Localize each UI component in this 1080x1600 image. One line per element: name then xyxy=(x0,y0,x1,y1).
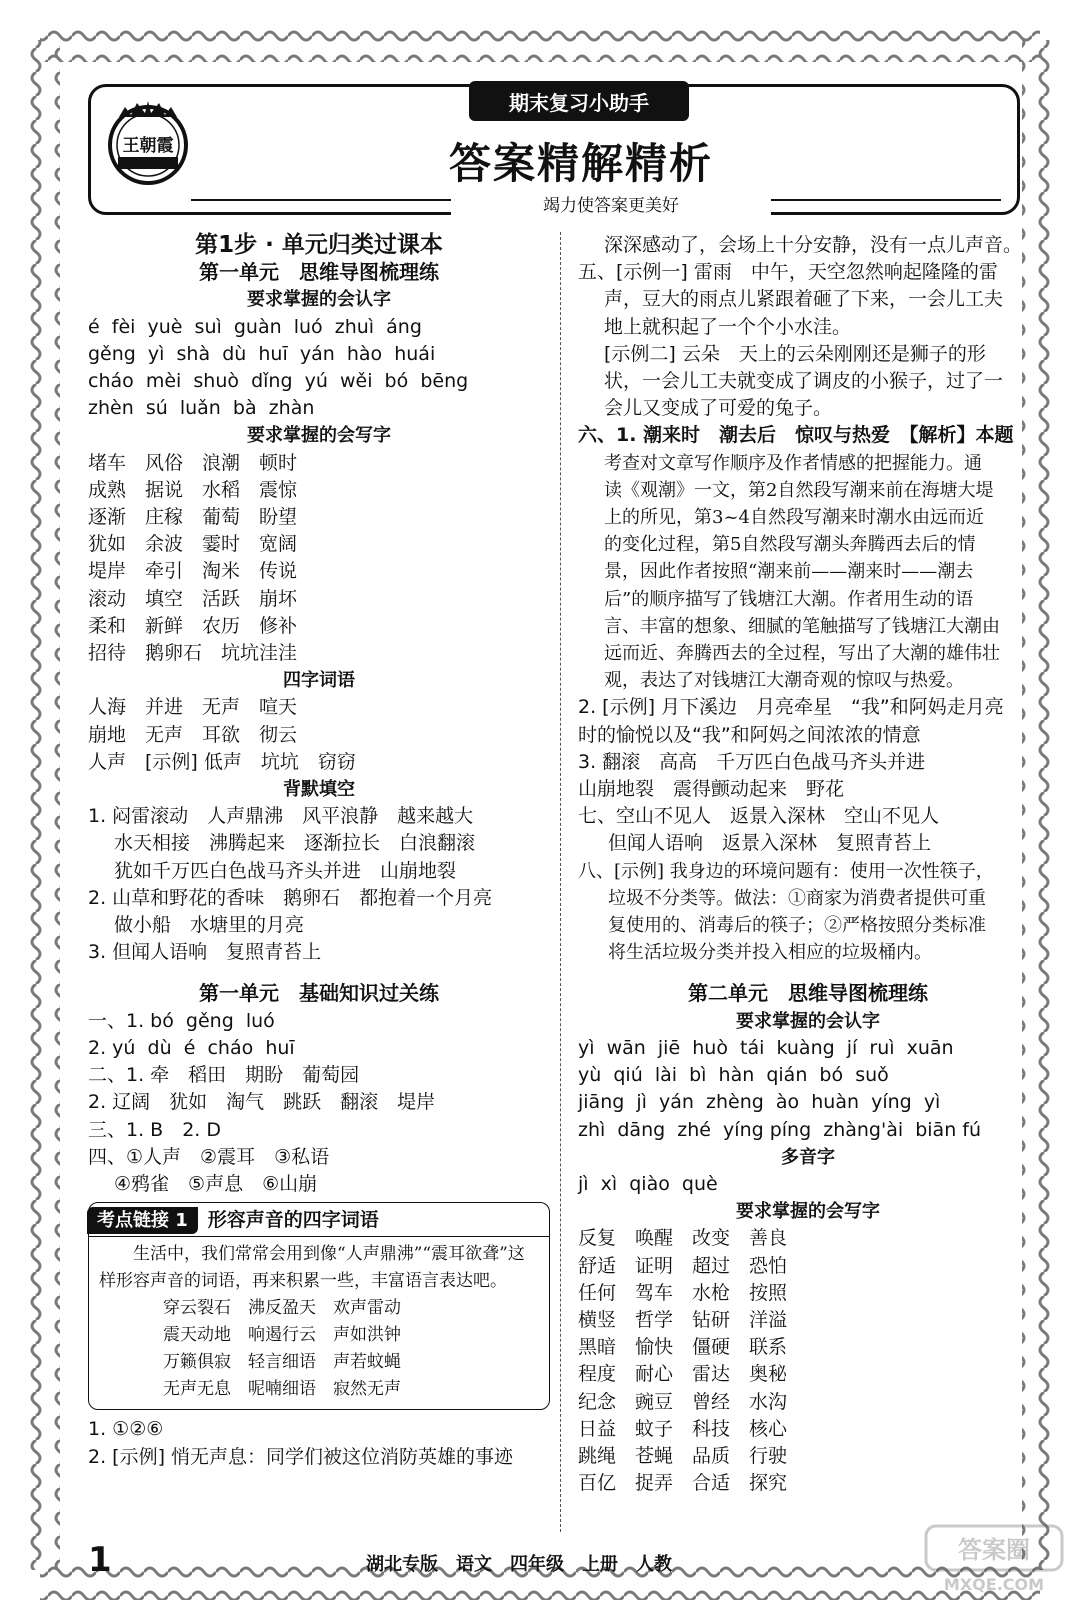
word-row: 程度 耐心 雷达 奥秘 xyxy=(578,1363,788,1386)
page-title: 答案精解精析 xyxy=(448,139,713,188)
pinyin-row: gěng yì shà dù huī yán hào huái xyxy=(88,342,436,365)
answer-row: 山崩地裂 震得颤动起来 野花 xyxy=(578,778,845,801)
answer-row: 七、空山不见人 返景入深林 空山不见人 xyxy=(578,805,940,828)
column-divider xyxy=(560,232,561,1532)
pinyin-row: jì xì qiào què xyxy=(578,1172,718,1195)
answer-row: 将生活垃圾分类并投入相应的垃圾桶内。 xyxy=(608,942,932,964)
answer-row: 一、1. bó gěng luó xyxy=(88,1009,275,1032)
answer-row: 2. 山草和野花的香味 鹅卵石 都抱着一个月亮 xyxy=(88,886,493,909)
analysis-row: 后”的顺序描写了钱塘江大潮。作者用生动的语 xyxy=(604,588,974,610)
answer-row: 犹如千万匹白色战马齐头并进 山崩地裂 xyxy=(114,859,457,882)
answer-row: 2. yú dù é cháo huī xyxy=(88,1036,295,1059)
answer-row: 八、[示例] 我身边的环境问题有：使用一次性筷子， xyxy=(578,860,994,882)
svg-text:王朝霞: 王朝霞 xyxy=(122,136,174,156)
section-heading: 第一单元 思维导图梳理练 xyxy=(199,260,439,285)
analysis-row: 观，表达了对钱塘江大潮奇观的惊叹与热爱。 xyxy=(604,670,964,692)
svg-text:MXQE.COM: MXQE.COM xyxy=(943,1575,1045,1594)
answer-row: 五、[示例一] 雷雨 中午，天空忽然响起隆隆的雷 xyxy=(578,261,998,284)
answer-row: 3. 但闻人语响 复照青苔上 xyxy=(88,941,322,964)
answer-row: 会儿又变成了可爱的兔子。 xyxy=(604,397,833,420)
knowledge-link-header xyxy=(89,1207,549,1237)
answer-header xyxy=(88,84,1020,215)
word-row: 成熟 据说 水稻 震惊 xyxy=(88,478,298,501)
word-row: 百亿 捉弄 合适 探究 xyxy=(578,1472,788,1495)
word-row: 反复 唤醒 改变 善良 xyxy=(578,1227,788,1250)
analysis-row: 言、丰富的想象、细腻的笔触描写了钱塘江大潮由 xyxy=(604,615,1000,637)
answer-row: 1. ①②⑥ xyxy=(88,1418,164,1441)
analysis-row: 的变化过程，第5自然段写潮头奔腾西去后的情 xyxy=(604,534,976,556)
word-row: 堤岸 牵引 淘米 传说 xyxy=(88,560,298,583)
answer-row: 三、1. B 2. D xyxy=(88,1118,222,1141)
pinyin-row: yì wān jiē huò tái kuàng jí ruì xuān xyxy=(578,1036,954,1059)
answer-row: 2. [示例] 月下溪边 月亮牵星 “我”和阿妈走月亮 xyxy=(578,696,1004,719)
idiom-row: 万籁俱寂 轻言细语 声若蚊蝇 xyxy=(163,1352,401,1373)
knowledge-link-box xyxy=(88,1202,550,1410)
word-row: 犹如 余波 霎时 宽阔 xyxy=(88,533,298,556)
word-row: 堵车 风俗 浪潮 顿时 xyxy=(88,451,298,474)
pinyin-row: cháo mèi shuò dǐng yú wěi bó bēng xyxy=(88,370,469,393)
word-row: 逐渐 庄稼 葡萄 盼望 xyxy=(88,506,298,529)
right-column xyxy=(578,232,1038,1497)
answer-row: [示例二] 云朵 天上的云朵刚刚还是狮子的形 xyxy=(604,342,986,365)
pinyin-row: zhèn sú luǎn bà zhàn xyxy=(88,397,315,420)
word-row: 崩地 无声 耳欲 彻云 xyxy=(88,723,298,746)
pinyin-row: yù qiú lài bì hàn qián bó suǒ xyxy=(578,1064,889,1087)
answer-row: 时的愉悦以及“我”和阿妈之间浓浓的情意 xyxy=(578,723,921,746)
answer-row: 二、1. 牵 稻田 期盼 葡萄园 xyxy=(88,1064,360,1087)
section-heading: 第二单元 思维导图梳理练 xyxy=(688,981,928,1006)
analysis-row: 读《观潮》一文，第2自然段写潮来前在海塘大堤 xyxy=(604,479,994,501)
word-row: 横竖 哲学 钻研 洋溢 xyxy=(578,1308,788,1331)
watermark-logo xyxy=(920,1520,1070,1596)
answer-row: 水天相接 沸腾起来 逐渐拉长 白浪翻滚 xyxy=(114,832,476,855)
analysis-row: 景，因此作者按照“潮来前——潮来时——潮去 xyxy=(604,561,974,583)
knowledge-link-text: 生活中，我们常常会用到像“人声鼎沸”“震耳欲聋”这样形容声音的词语，再来积累一些，丰富语言表达吧。 xyxy=(99,1244,525,1292)
answer-row: 做小船 水塘里的月亮 xyxy=(114,914,305,937)
answer-row: 声，豆大的雨点儿紧跟着砸了下来，一会儿工夫 xyxy=(604,288,1004,311)
sub-heading: 多音字 xyxy=(781,1146,835,1168)
word-row: 黑暗 愉快 僵硬 联系 xyxy=(578,1336,788,1359)
analysis-row: 上的所见，第3~4自然段写潮来时潮水由远而近 xyxy=(604,507,984,529)
edition-info: 湖北专版 语文 四年级 上册 人教 xyxy=(366,1554,672,1575)
sub-heading: 四字词语 xyxy=(283,670,355,692)
word-row: 舒适 证明 超过 恐怕 xyxy=(578,1254,788,1277)
word-row: 柔和 新鲜 农历 修补 xyxy=(88,614,298,637)
svg-text:答案圈: 答案圈 xyxy=(958,1536,1030,1564)
answer-row: 地上就积起了一个个小水洼。 xyxy=(604,315,852,338)
answer-row: 六、1. 潮来时 潮去后 惊叹与热爱 【解析】本题 xyxy=(578,424,1014,447)
knowledge-link-title: 形容声音的四字词语 xyxy=(207,1209,379,1232)
pinyin-row: jiāng jì yán zhèng ào huàn yíng yì xyxy=(578,1091,941,1114)
brand-logo xyxy=(105,99,191,185)
analysis-row: 远而近、奔腾西去的全过程，写出了大潮的雄伟壮 xyxy=(604,643,1000,665)
word-row: 纪念 豌豆 曾经 水沟 xyxy=(578,1390,788,1413)
section-heading: 第一单元 基础知识过关练 xyxy=(199,981,439,1006)
answer-row: 1. 闷雷滚动 人声鼎沸 风平浪静 越来越大 xyxy=(88,805,474,828)
page-number: 1 xyxy=(88,1540,112,1580)
pinyin-row: é fèi yuè suì guàn luó zhuì áng xyxy=(88,315,422,338)
answer-row: 2. [示例] 悄无声息：同学们被这位消防英雄的事迹 xyxy=(88,1445,514,1468)
answer-row: 深深感动了，会场上十分安静，没有一点儿声音。 xyxy=(604,234,1023,256)
sub-heading: 要求掌握的会认字 xyxy=(736,1010,880,1032)
word-row: 招待 鹅卵石 坑坑洼洼 xyxy=(88,642,298,665)
answer-row: 但闻人语响 返景入深林 复照青苔上 xyxy=(608,832,932,855)
idiom-row: 震天动地 响遏行云 声如洪钟 xyxy=(163,1325,401,1346)
answer-row: 2. 辽阔 犹如 淘气 跳跃 翻滚 堤岸 xyxy=(88,1091,436,1114)
knowledge-link-badge: 考点链接 1 xyxy=(87,1207,198,1234)
answer-row: 状，一会儿工夫就变成了调皮的小猴子，过了一 xyxy=(604,370,1004,393)
header-motto: 竭力使答案更美好 xyxy=(451,191,771,216)
header-tag: 期末复习小助手 xyxy=(469,81,689,121)
answer-row: 垃圾不分类等。做法：①商家为消费者提供可重 xyxy=(608,887,986,909)
word-row: 任何 驾车 水枪 按照 xyxy=(578,1281,788,1304)
word-row: 日益 蚊子 科技 核心 xyxy=(578,1417,788,1440)
step-title: 第1步 · 单元归类过课本 xyxy=(195,232,443,258)
answer-row: 3. 翻滚 高高 千万匹白色战马齐头并进 xyxy=(578,750,926,773)
sub-heading: 要求掌握的会认字 xyxy=(247,289,391,311)
pinyin-row: zhì dāng zhé yíng píng zhàng'ài biān fú xyxy=(578,1118,982,1141)
answer-row: 复使用的、消毒后的筷子；②严格按照分类标准 xyxy=(608,915,986,937)
word-row: 跳绳 苍蝇 品质 行驶 xyxy=(578,1444,788,1467)
word-row: 人声 [示例] 低声 坑坑 窃窃 xyxy=(88,750,356,773)
answer-row: 四、①人声 ②震耳 ③私语 xyxy=(88,1145,330,1168)
word-row: 滚动 填空 活跃 崩坏 xyxy=(88,587,298,610)
idiom-row: 无声无息 呢喃细语 寂然无声 xyxy=(163,1379,401,1400)
answer-row: ④鸦雀 ⑤声息 ⑥山崩 xyxy=(114,1172,318,1195)
sub-heading: 要求掌握的会写字 xyxy=(247,425,391,447)
word-row: 人海 并进 无声 喧天 xyxy=(88,696,298,719)
idiom-row: 穿云裂石 沸反盈天 欢声雷动 xyxy=(163,1298,401,1319)
sub-heading: 背默填空 xyxy=(283,779,355,801)
sub-heading: 要求掌握的会写字 xyxy=(736,1201,880,1223)
analysis-row: 考查对文章写作顺序及作者情感的把握能力。通 xyxy=(604,452,982,474)
left-column xyxy=(88,232,550,1471)
